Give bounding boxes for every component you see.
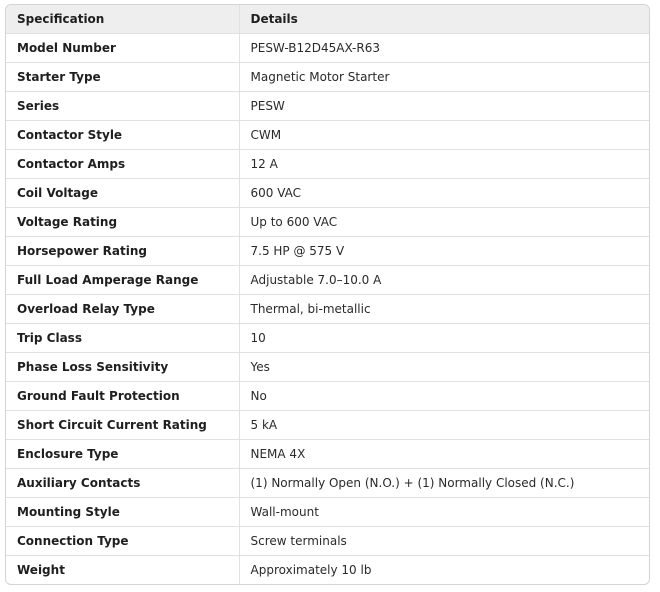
spec-name: Overload Relay Type [6, 295, 239, 324]
spec-value: NEMA 4X [239, 440, 649, 469]
table-row [6, 382, 649, 411]
spec-table-container [5, 4, 650, 585]
spec-name: Enclosure Type [6, 440, 239, 469]
table-row [6, 411, 649, 440]
spec-value: PESW-B12D45AX-R63 [239, 34, 649, 63]
spec-name: Short Circuit Current Rating [6, 411, 239, 440]
spec-name: Connection Type [6, 527, 239, 556]
table-row [6, 266, 649, 295]
spec-value: 10 [239, 324, 649, 353]
spec-value: Wall-mount [239, 498, 649, 527]
table-header [6, 5, 649, 34]
table-row [6, 324, 649, 353]
spec-name: Trip Class [6, 324, 239, 353]
table-row [6, 92, 649, 121]
table-row [6, 353, 649, 382]
table-row [6, 34, 649, 63]
spec-value: (1) Normally Open (N.O.) + (1) Normally Closed (N.C.) [239, 469, 649, 498]
header-details: Details [239, 5, 649, 34]
spec-name: Mounting Style [6, 498, 239, 527]
spec-value: Screw terminals [239, 527, 649, 556]
spec-name: Voltage Rating [6, 208, 239, 237]
spec-value: PESW [239, 92, 649, 121]
spec-value: No [239, 382, 649, 411]
table-row [6, 63, 649, 92]
spec-value: 5 kA [239, 411, 649, 440]
spec-name: Coil Voltage [6, 179, 239, 208]
header-specification: Specification [6, 5, 239, 34]
spec-value: 12 A [239, 150, 649, 179]
table-row [6, 208, 649, 237]
spec-name: Starter Type [6, 63, 239, 92]
spec-value: Adjustable 7.0–10.0 A [239, 266, 649, 295]
spec-name: Auxiliary Contacts [6, 469, 239, 498]
spec-name: Weight [17, 563, 65, 577]
table-row [6, 440, 649, 469]
spec-value: Magnetic Motor Starter [239, 63, 649, 92]
table-body [6, 34, 649, 585]
spec-name: Series [6, 92, 239, 121]
spec-name: Ground Fault Protection [6, 382, 239, 411]
spec-name: Horsepower Rating [6, 237, 239, 266]
spec-value: Thermal, bi-metallic [239, 295, 649, 324]
table-row [6, 237, 649, 266]
spec-table [6, 5, 649, 584]
table-row [6, 295, 649, 324]
spec-value: Yes [239, 353, 649, 382]
spec-name: Contactor Amps [6, 150, 239, 179]
spec-value: CWM [239, 121, 649, 150]
spec-value: 600 VAC [239, 179, 649, 208]
spec-name: Phase Loss Sensitivity [6, 353, 239, 382]
table-row [6, 469, 649, 498]
table-row [6, 121, 649, 150]
table-row [6, 527, 649, 556]
table-row [6, 556, 649, 585]
table-row [6, 150, 649, 179]
spec-value: Approximately 10 lb [239, 556, 649, 585]
spec-value: Up to 600 VAC [239, 208, 649, 237]
spec-name: Contactor Style [6, 121, 239, 150]
spec-value: 7.5 HP @ 575 V [239, 237, 649, 266]
spec-name: Model Number [6, 34, 239, 63]
header-row [6, 5, 649, 34]
table-row [6, 498, 649, 527]
spec-name: Full Load Amperage Range [6, 266, 239, 295]
table-row [6, 179, 649, 208]
